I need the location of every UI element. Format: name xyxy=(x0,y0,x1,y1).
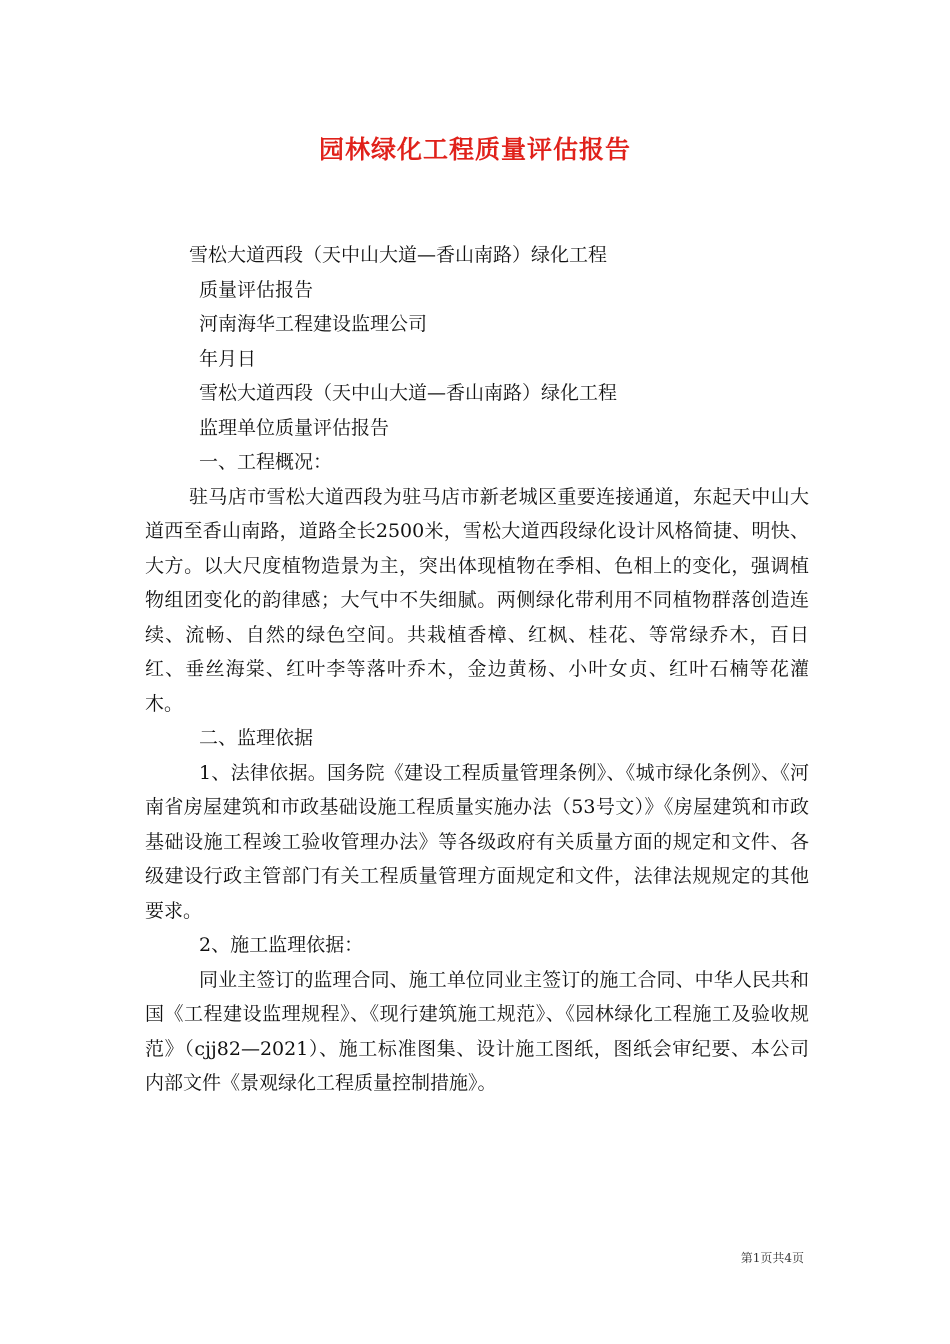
document-title: 园林绿化工程质量评估报告 xyxy=(318,135,631,164)
cover-company: 河南海华工程建设监理公司 xyxy=(199,313,428,335)
section-heading-overview: 一、工程概况： xyxy=(199,451,333,473)
cover-date: 年月日 xyxy=(199,347,257,370)
cover-report-type: 质量评估报告 xyxy=(199,278,314,301)
page-number: 第1页共4页 xyxy=(740,1251,804,1265)
cover-project-name-2: 雪松大道西段（天中山大道—香山南路）绿化工程 xyxy=(199,382,618,404)
section-heading-basis: 二、监理依据 xyxy=(199,727,314,749)
section-paragraph-construction-basis: 同业主签订的监理合同、施工单位同业主签订的施工合同、中华人民共和国《工程建设监理规程》、《现行建筑施工规范》、《园林绿化工程施工及验收规范》（cjj82—2021）、施工标准图集、设计施工图纸，图纸会审纪要、本公司内部文件《景观绿化工程质量控制措施》。 xyxy=(145,968,809,1094)
document-body xyxy=(145,238,809,1101)
section-heading-construction-basis: 2、施工监理依据： xyxy=(199,934,364,956)
section-paragraph-overview: 驻马店市雪松大道西段为驻马店市新老城区重要连接通道，东起天中山大道西至香山南路，道路全长2500米，雪松大道西段绿化设计风格简捷、明快、大方。以大尺度植物造景为主，突出体现植物在季相、色相上的变化，强调植物组团变化的韵律感；大气中不失细腻。两侧绿化带利用不同植物群落创造连续、流畅、自然的绿色空间。共栽植香樟、红枫、桂花、等常绿乔木，百日红、垂丝海棠、红叶李等落叶乔木，金边黄杨、小叶女贞、红叶石楠等花灌木。 xyxy=(145,485,809,715)
cover-report-title-2: 监理单位质量评估报告 xyxy=(199,416,390,439)
cover-project-name: 雪松大道西段（天中山大道—香山南路）绿化工程 xyxy=(189,244,608,266)
section-paragraph-legal-basis: 1、法律依据。国务院《建设工程质量管理条例》、《城市绿化条例》、《河南省房屋建筑和市政基础设施工程质量实施办法（53号文）》《房屋建筑和市政基础设施工程竣工验收管理办法》等各级政府有关质量方面的规定和文件、各级建设行政主管部门有关工程质量管理方面规定和文件，法律法规规定的其他要求。 xyxy=(145,761,809,922)
